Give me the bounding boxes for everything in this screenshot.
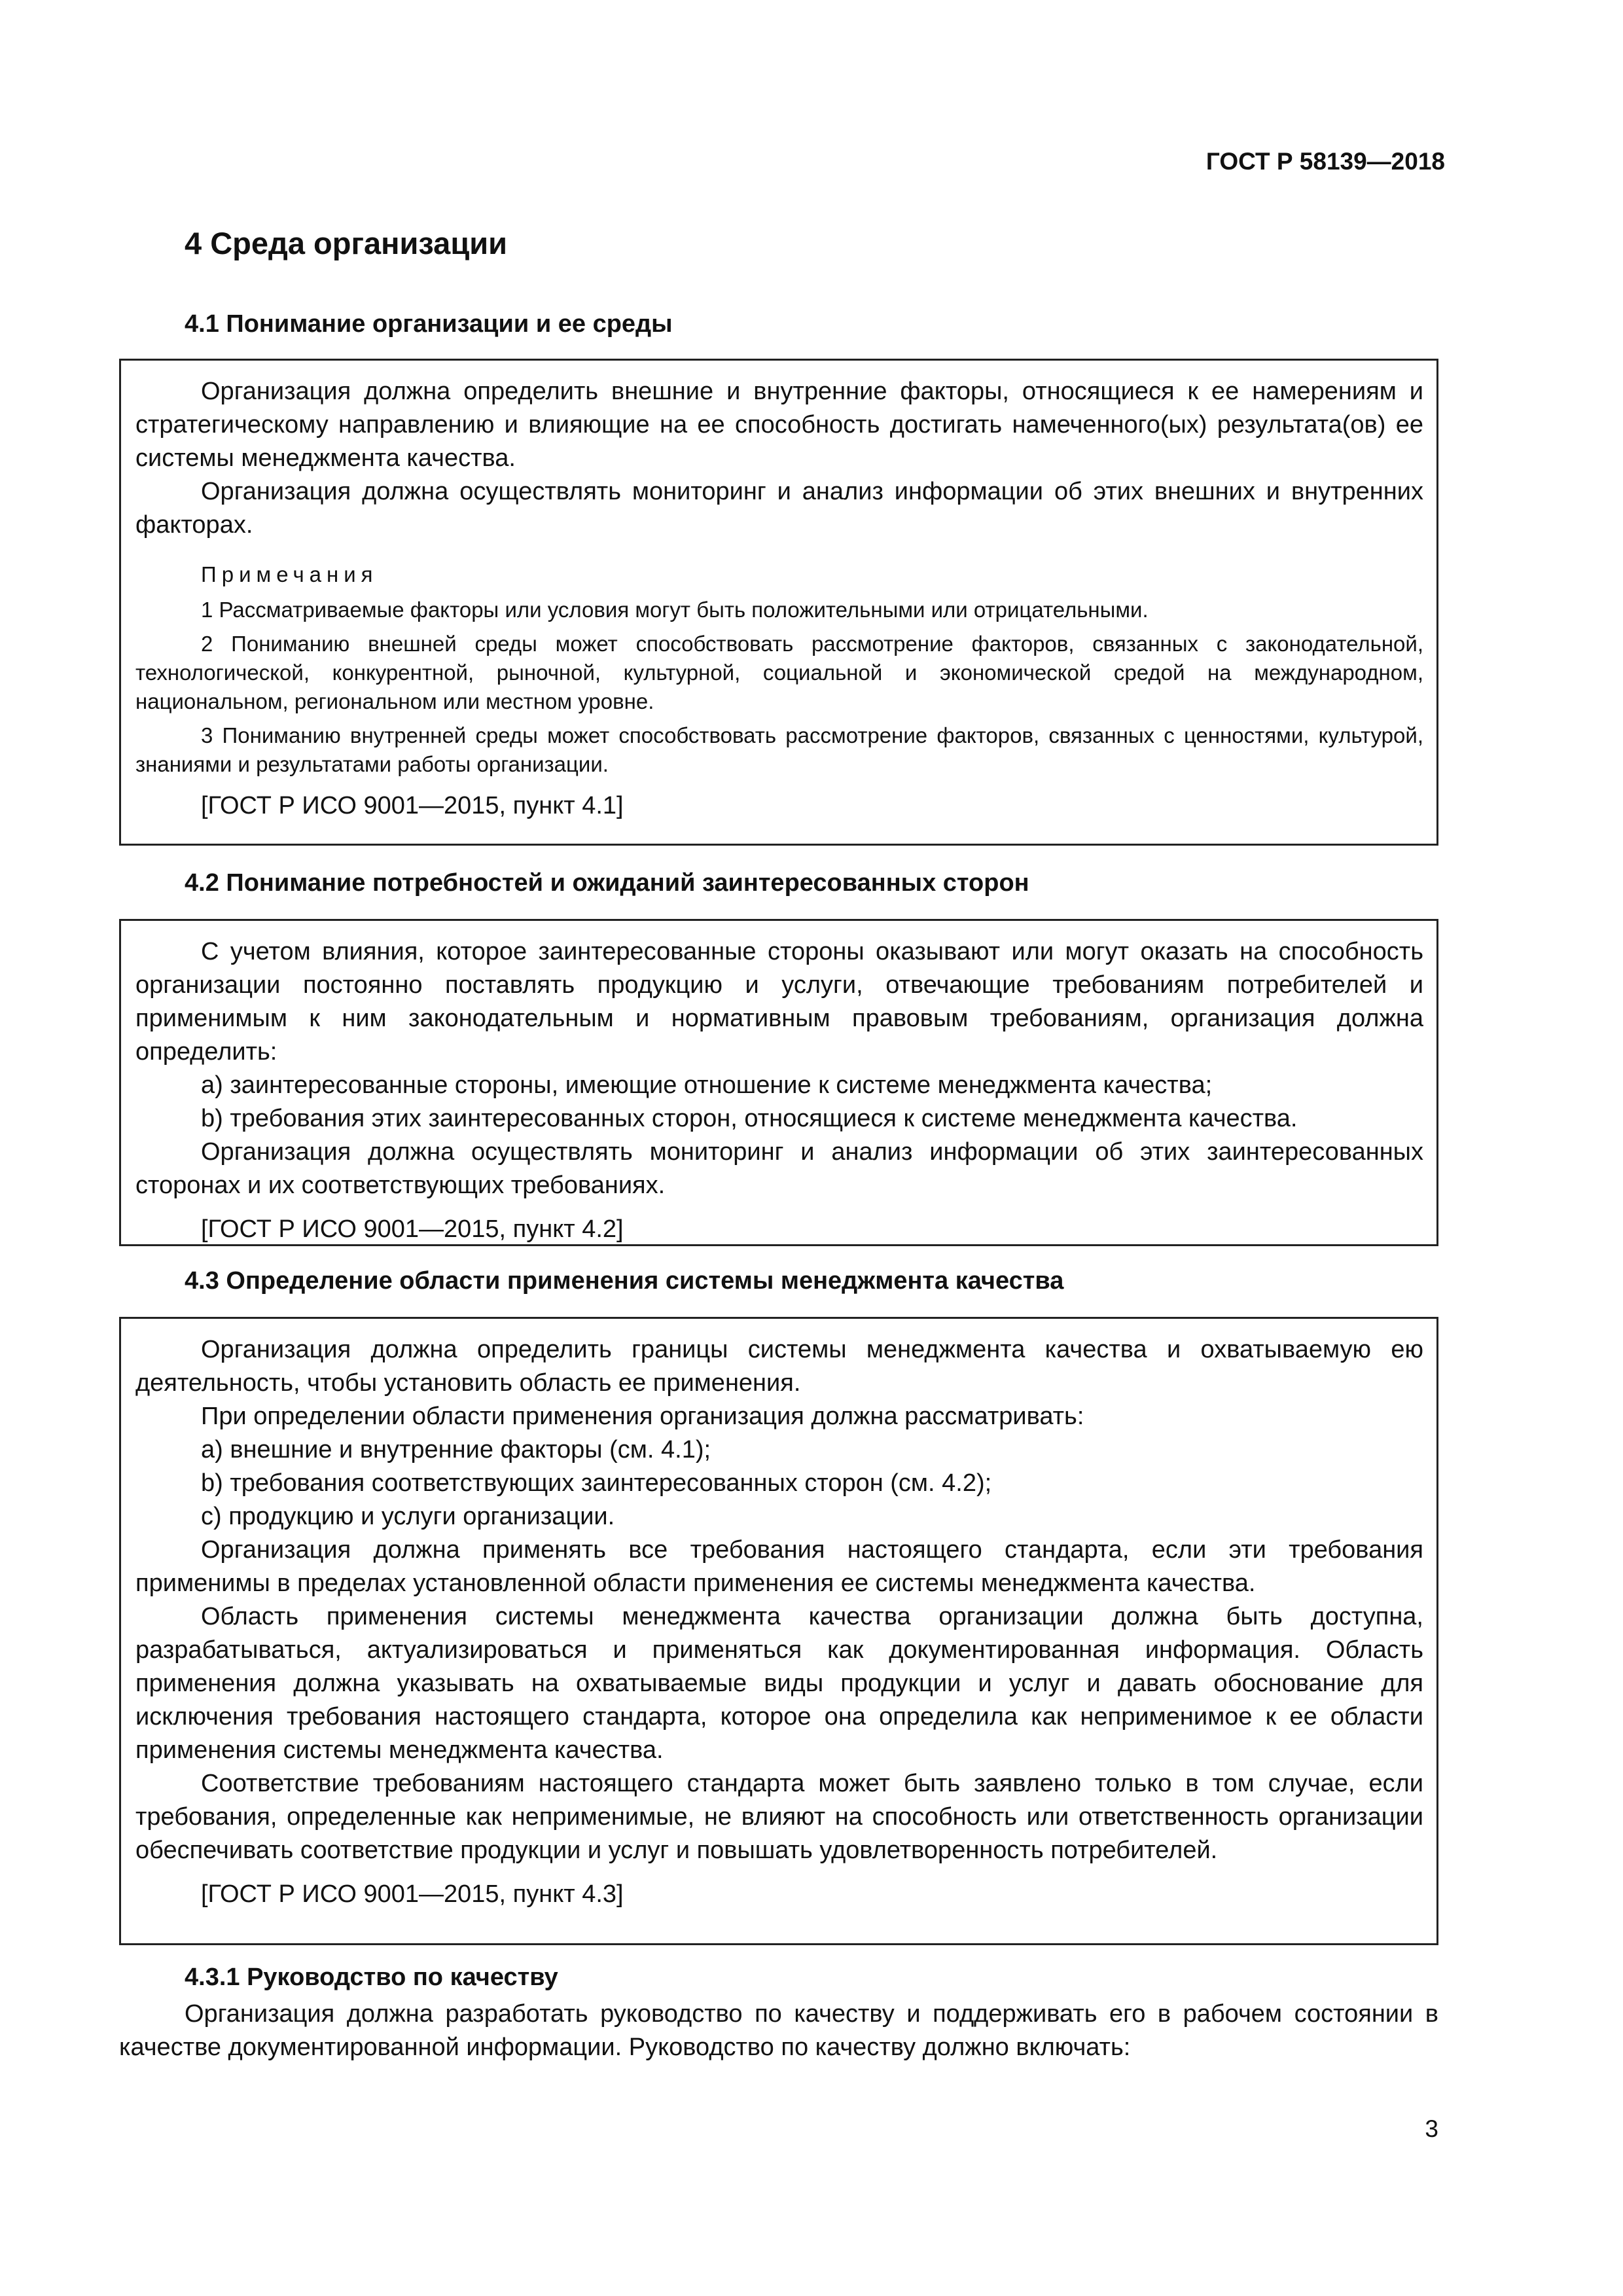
section-4-1-quote-box (119, 359, 1438, 846)
paragraph: Область применения системы менеджмента качества организации должна быть доступна, разрабатываться, актуализироваться и применяться как документированная информация. Область применения должна указывать на охватываемые виды продукции и услуг и давать обоснование для исключения требования настоящего стандарта, которое она определила как неприменимое к ее области применения системы менеджмента качества. (135, 1603, 1423, 1764)
section-4-2-quote-box (119, 919, 1438, 1246)
note-item: 3 Пониманию внутренней среды может способствовать рассмотрение факторов, связанных с ценностями, культурой, знаниями и результатами работы организации. (135, 723, 1423, 776)
note-item: 1 Рассматриваемые факторы или условия могут быть положительными или отрицательными. (201, 598, 1149, 622)
paragraph: Организация должна разработать руководство по качеству и поддерживать его в рабочем состоянии в качестве документированной информации. Руководство по качеству должно включать: (119, 2000, 1438, 2061)
paragraph: Организация должна осуществлять мониторинг и анализ информации об этих заинтересованных сторонах и их соответствующих требованиях. (135, 1138, 1423, 1199)
list-item: c) продукцию и услуги организации. (201, 1503, 615, 1530)
notes-heading: Примечания (201, 562, 378, 586)
list-item: b) требования этих заинтересованных сторон, относящиеся к системе менеджмента качества. (201, 1105, 1298, 1132)
section-4-3-title: 4.3 Определение области применения системы менеджмента качества (185, 1267, 1064, 1295)
list-item: b) требования соответствующих заинтересованных сторон (см. 4.2); (201, 1469, 992, 1497)
section-4-3-quote-box (119, 1317, 1438, 1945)
source-reference: [ГОСТ Р ИСО 9001—2015, пункт 4.1] (201, 792, 624, 819)
paragraph: Соответствие требованиям настоящего стандарта может быть заявлено только в том случае, если требования, определенные как неприменимые, не влияют на способность или ответственность организации обеспечивать соответствие продукции и услуг и повышать удовлетворенность потребителей. (135, 1770, 1423, 1864)
document-code: ГОСТ Р 58139—2018 (1205, 148, 1445, 175)
source-reference: [ГОСТ Р ИСО 9001—2015, пункт 4.3] (201, 1880, 624, 1908)
paragraph: Организация должна применять все требования настоящего стандарта, если эти требования применимы в пределах установленной области применения ее системы менеджмента качества. (135, 1536, 1423, 1597)
page-number: 3 (1425, 2115, 1438, 2142)
list-item: a) заинтересованные стороны, имеющие отношение к системе менеджмента качества; (201, 1071, 1213, 1099)
section-4-1-title: 4.1 Понимание организации и ее среды (185, 310, 673, 338)
paragraph: Организация должна определить внешние и внутренние факторы, относящиеся к ее намерениям и стратегическому направлению и влияющие на ее способность достигать намеченного(ых) результата(ов) ее системы менеджмента качества. (135, 378, 1423, 472)
paragraph: Организация должна определить границы системы менеджмента качества и охватываемую ею деятельность, чтобы установить область ее применения. (135, 1336, 1423, 1397)
paragraph: С учетом влияния, которое заинтересованные стороны оказывают или могут оказать на способность организации постоянно поставлять продукцию и услуги, отвечающие требованиям потребителей и применимым к ним законодательным и нормативным правовым требованиям, организация должна определить: (135, 938, 1423, 1066)
section-4-3-1-body (119, 1998, 1438, 2064)
paragraph: Организация должна осуществлять мониторинг и анализ информации об этих внешних и внутренних факторах. (135, 478, 1423, 539)
section-4-2-title: 4.2 Понимание потребностей и ожиданий заинтересованных сторон (185, 869, 1029, 897)
list-item: a) внешние и внутренние факторы (см. 4.1); (201, 1436, 711, 1463)
paragraph: При определении области применения организация должна рассматривать: (201, 1403, 1084, 1430)
section-4-3-1-title: 4.3.1 Руководство по качеству (185, 1964, 558, 1991)
note-item: 2 Пониманию внешней среды может способствовать рассмотрение факторов, связанных с законодательной, технологической, конкурентной, рыночной, культурной, социальной и экономической средой на международном, национальном, региональном или местном уровне. (135, 632, 1423, 713)
source-reference: [ГОСТ Р ИСО 9001—2015, пункт 4.2] (201, 1215, 624, 1243)
section-4-title: 4 Среда организации (185, 226, 507, 260)
